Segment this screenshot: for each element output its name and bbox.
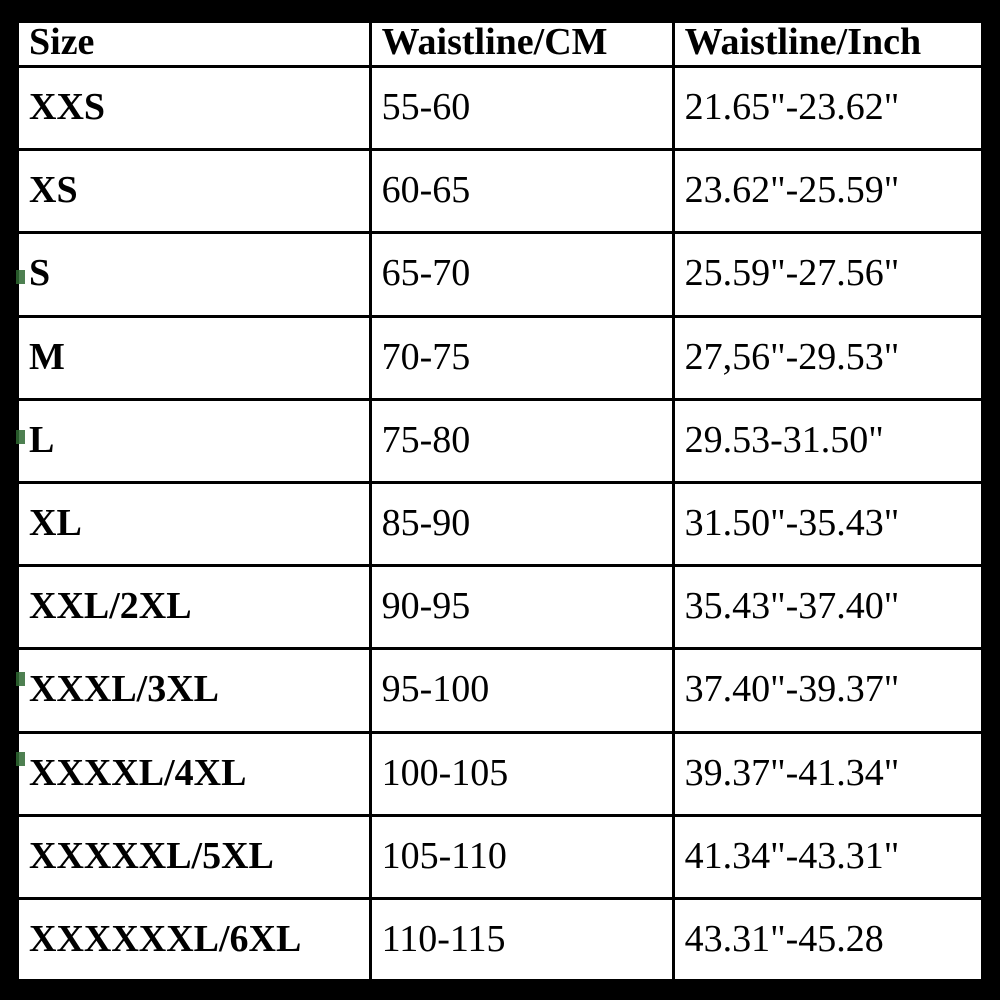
table-row	[19, 566, 981, 649]
table-header-row	[19, 23, 981, 66]
table-row	[19, 66, 981, 149]
column-header-inch: Waistline/Inch	[673, 23, 981, 66]
table-row	[19, 732, 981, 815]
cell-cm: 60-65	[370, 150, 673, 233]
cell-cm: 55-60	[370, 66, 673, 149]
table-row	[19, 482, 981, 565]
cell-size: L	[19, 399, 370, 482]
column-header-cm: Waistline/CM	[370, 23, 673, 66]
cell-inch: 25.59"-27.56"	[673, 233, 981, 316]
cell-inch: 23.62"-25.59"	[673, 150, 981, 233]
table-row	[19, 233, 981, 316]
cell-cm: 100-105	[370, 732, 673, 815]
cell-size: XXXXXL/5XL	[19, 815, 370, 898]
cell-cm: 90-95	[370, 566, 673, 649]
table-row	[19, 898, 981, 979]
table-body	[19, 66, 981, 979]
cell-inch: 43.31"-45.28	[684, 917, 884, 960]
column-header-size: Size	[19, 23, 370, 66]
size-chart-sheet	[14, 18, 986, 984]
cell-cm: 70-75	[370, 316, 673, 399]
cell-inch: 29.53-31.50"	[673, 399, 981, 482]
cell-size: S	[19, 233, 370, 316]
cell-size: XL	[19, 482, 370, 565]
table-row	[19, 649, 981, 732]
cell-inch: 31.50"-35.43"	[673, 482, 981, 565]
cell-cm: 75-80	[370, 399, 673, 482]
cell-size: XXXXXXL/6XL	[19, 898, 370, 979]
cell-cm: 110-115	[370, 898, 673, 979]
cell-inch: 39.37"-41.34"	[673, 732, 981, 815]
cell-inch: 35.43"-37.40"	[673, 566, 981, 649]
cell-size: XS	[19, 150, 370, 233]
cell-cm: 65-70	[370, 233, 673, 316]
table-header	[19, 23, 981, 66]
cell-inch: 37.40"-39.37"	[673, 649, 981, 732]
table-row	[19, 316, 981, 399]
cell-size: M	[19, 316, 370, 399]
table-row	[19, 150, 981, 233]
cell-inch: 41.34"-43.31"	[673, 815, 981, 898]
cell-size: XXS	[19, 66, 370, 149]
cell-cm: 85-90	[370, 482, 673, 565]
cell-size: XXXXL/4XL	[19, 732, 370, 815]
cell-inch: 21.65"-23.62"	[673, 66, 981, 149]
table-row	[19, 399, 981, 482]
cell-cm: 95-100	[370, 649, 673, 732]
cell-size: XXL/2XL	[19, 566, 370, 649]
table-row	[19, 815, 981, 898]
cell-inch: 27,56"-29.53"	[673, 316, 981, 399]
cell-cm: 105-110	[370, 815, 673, 898]
size-chart-table	[19, 23, 981, 979]
cell-size: XXXL/3XL	[19, 649, 370, 732]
